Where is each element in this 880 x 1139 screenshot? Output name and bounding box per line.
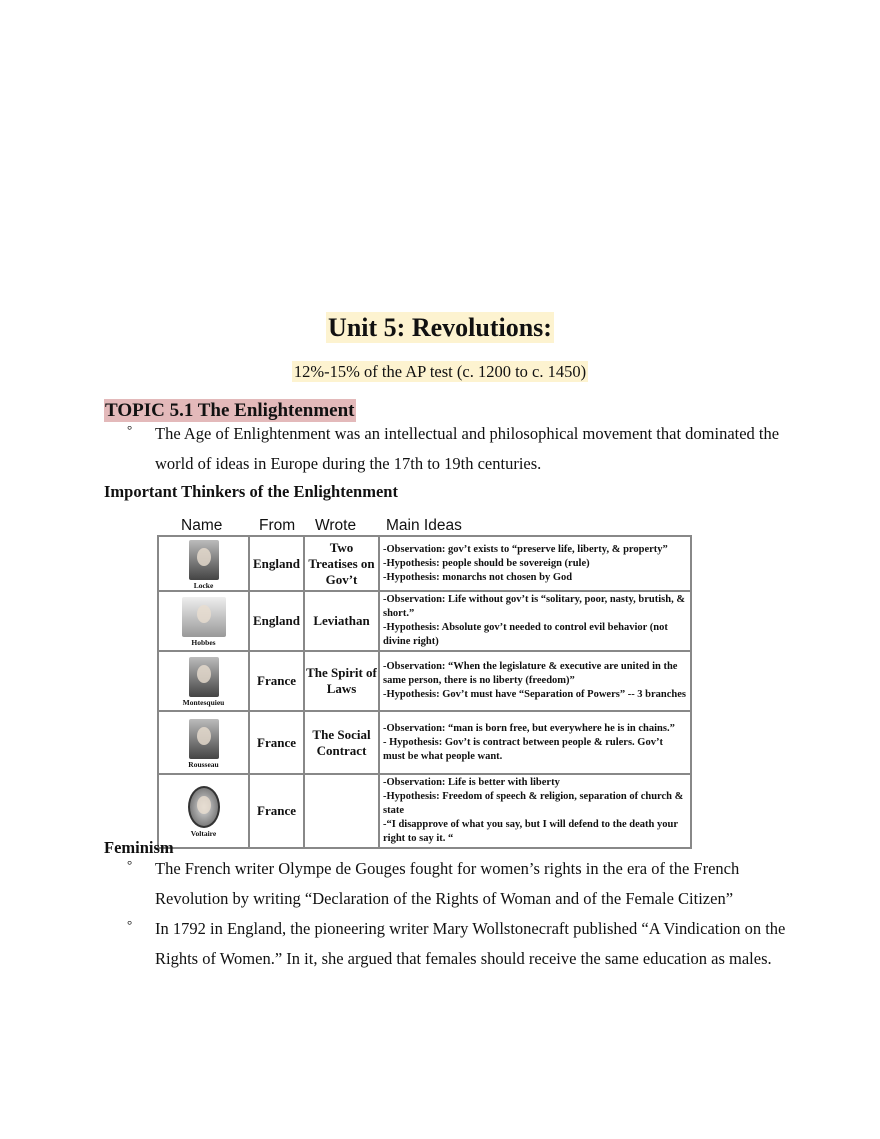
ideas-cell xyxy=(379,651,691,711)
thinker-name: Voltaire xyxy=(190,829,217,838)
thinkers-grid xyxy=(157,535,692,849)
title-text: Unit 5: Revolutions: xyxy=(328,313,552,342)
thinkers-heading: Important Thinkers of the Enlightenment xyxy=(104,482,398,501)
ideas-cell xyxy=(379,774,691,848)
main-idea: -Hypothesis: people should be sovereign (rule) xyxy=(383,557,590,569)
bullet-icon: ° xyxy=(127,422,133,437)
portrait-image xyxy=(189,657,219,697)
wrote-cell: The Spirit of Laws xyxy=(304,651,379,711)
bullet-text: The Age of Enlightenment was an intellectual and philosophical movement that dominated the world of ideas in Europe during the 17th to 19th centuries. xyxy=(155,424,780,473)
main-idea: - Hypothesis: Gov’t is contract between people & rulers. Gov’t must be what people want. xyxy=(383,736,663,762)
bullet-text: The French writer Olympe de Gouges fought for women’s rights in the era of the French Revolution by writing “Declaration of the Rights of Woman and of the Female Citizen” xyxy=(155,859,740,908)
portrait-cell xyxy=(158,774,249,848)
ideas-cell xyxy=(379,591,691,651)
header-wrote: Wrote xyxy=(315,517,357,534)
wrote-cell: Two Treatises on Gov’t xyxy=(304,536,379,591)
intro-bullet xyxy=(127,419,807,479)
wrote-cell xyxy=(304,774,379,848)
from-cell: France xyxy=(249,651,304,711)
portrait-image xyxy=(189,719,219,759)
header-from: From xyxy=(259,517,296,534)
thinker-name: Montesquieu xyxy=(182,698,225,707)
from-cell: England xyxy=(249,536,304,591)
subtitle xyxy=(0,362,880,382)
main-idea: -Observation: gov’t exists to “preserve life, liberty, & property” xyxy=(383,543,668,555)
table-row xyxy=(158,651,691,711)
from-cell: France xyxy=(249,774,304,848)
feminism-heading: Feminism xyxy=(104,838,174,857)
main-idea: -Observation: “When the legislature & executive are united in the same person, there is no liberty (freedom)” xyxy=(383,661,678,686)
bullet-icon: ° xyxy=(127,857,133,872)
bullet-text: In 1792 in England, the pioneering writer Mary Wollstonecraft published “A Vindication on the Rights of Women.” In it, she argued that females should receive the same education as males. xyxy=(155,919,786,968)
main-idea: -Observation: “man is born free, but everywhere he is in chains.” xyxy=(383,722,675,734)
portrait-image xyxy=(182,597,226,637)
main-idea: -Hypothesis: monarchs not chosen by God xyxy=(383,571,573,583)
subtitle-text: 12%-15% of the AP test (c. 1200 to c. 1450) xyxy=(293,362,587,381)
thinkers-table xyxy=(157,516,693,849)
portrait-image xyxy=(188,786,220,828)
thinker-name: Hobbes xyxy=(191,638,216,647)
table-row xyxy=(158,591,691,651)
portrait-image xyxy=(189,540,219,580)
bullet-icon: ° xyxy=(127,917,133,932)
wrote-cell: Leviathan xyxy=(304,591,379,651)
ideas-cell xyxy=(379,536,691,591)
table-row xyxy=(158,536,691,591)
portrait-cell xyxy=(158,591,249,651)
table-header xyxy=(157,516,693,535)
header-name: Name xyxy=(181,517,223,534)
portrait-cell xyxy=(158,651,249,711)
feminism-bullet xyxy=(127,854,807,914)
ideas-cell xyxy=(379,711,691,774)
wrote-cell: The Social Contract xyxy=(304,711,379,774)
portrait-cell xyxy=(158,536,249,591)
header-main-ideas: Main Ideas xyxy=(386,517,462,534)
main-idea: -Observation: Life is better with liberty xyxy=(383,777,560,788)
main-idea: -Hypothesis: Gov’t must have “Separation of Powers” -- 3 branches xyxy=(383,689,687,700)
thinker-name: Locke xyxy=(193,580,214,590)
main-idea: -“I disapprove of what you say, but I will defend to the death your right to say it. “ xyxy=(383,819,678,844)
table-row xyxy=(158,774,691,848)
table-row xyxy=(158,711,691,774)
thinker-name: Rousseau xyxy=(188,759,219,769)
from-cell: France xyxy=(249,711,304,774)
main-idea: -Observation: Life without gov’t is “solitary, poor, nasty, brutish, & short.” xyxy=(383,594,686,619)
portrait-cell xyxy=(158,711,249,774)
main-idea: -Hypothesis: Freedom of speech & religion, separation of church & state xyxy=(383,791,684,816)
topic-heading: TOPIC 5.1 The Enlightenment xyxy=(105,400,355,421)
feminism-bullet xyxy=(127,914,807,974)
main-idea: -Hypothesis: Absolute gov’t needed to control evil behavior (not divine right) xyxy=(383,622,668,647)
page-title xyxy=(0,313,880,343)
from-cell: England xyxy=(249,591,304,651)
